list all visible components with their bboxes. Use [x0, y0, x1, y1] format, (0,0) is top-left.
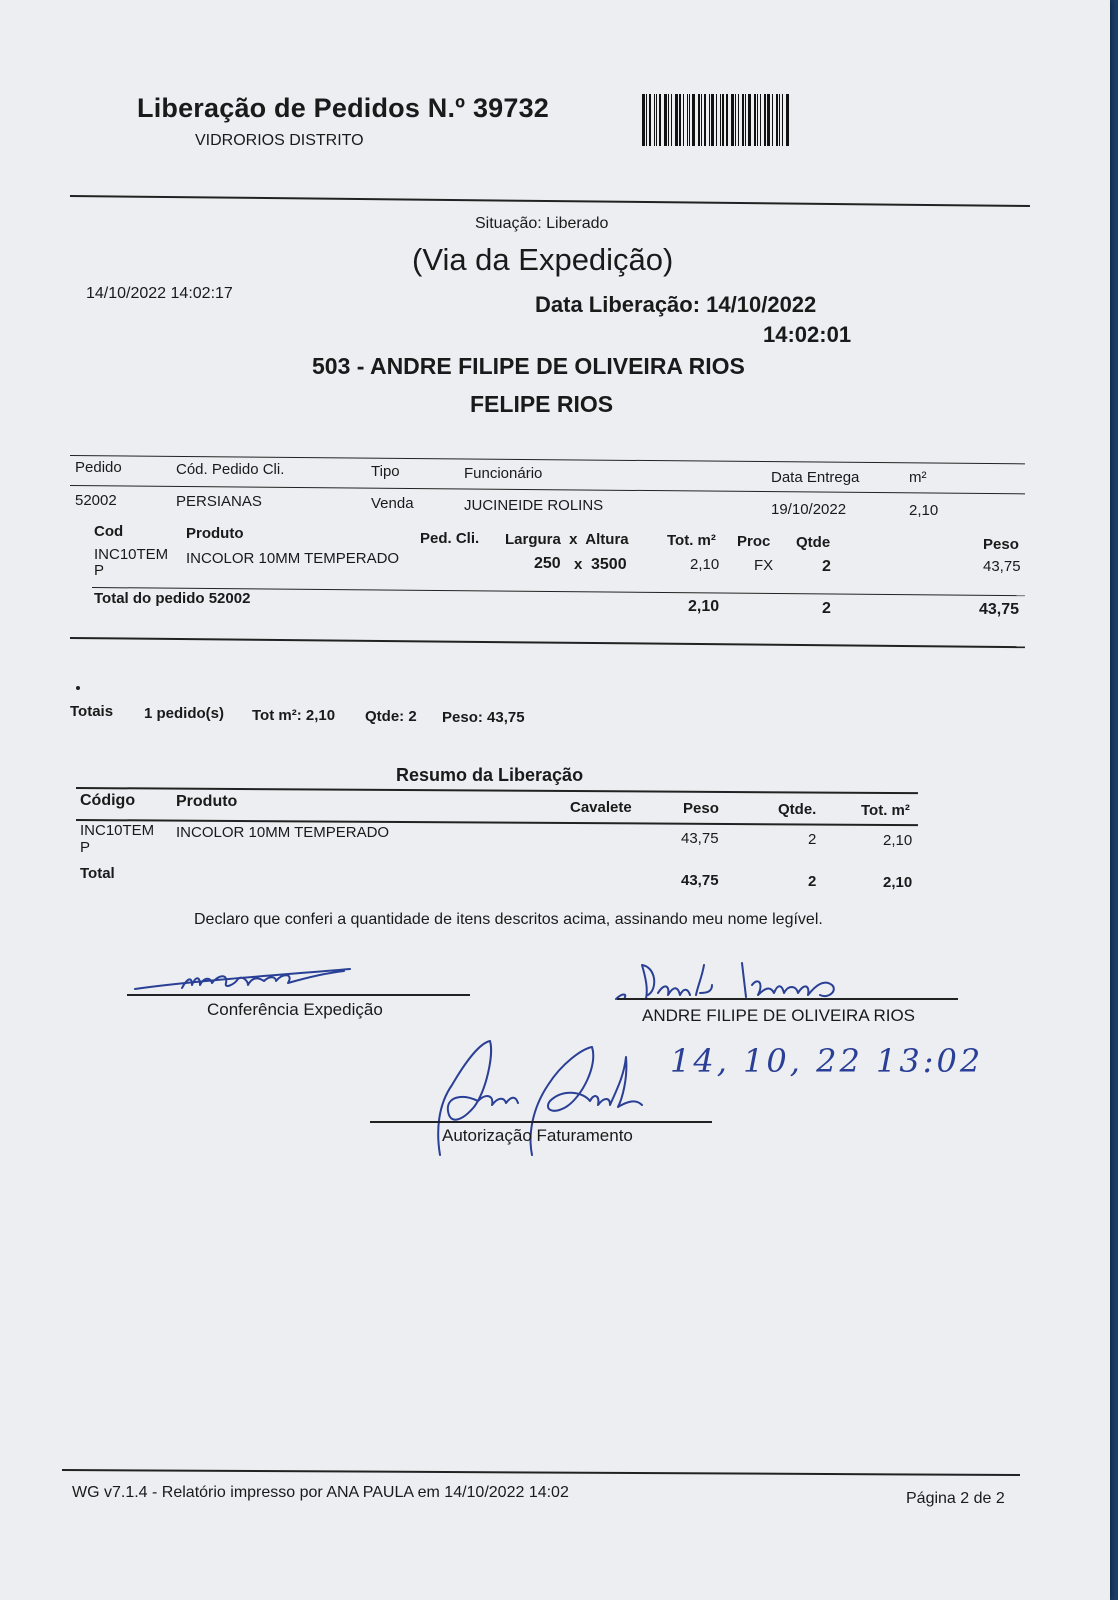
barcode-bar [687, 94, 688, 146]
client-short-name: FELIPE RIOS [470, 391, 614, 417]
resumo-total-tot-m2: 2,10 [883, 874, 913, 891]
barcode-bar [735, 94, 736, 146]
col-funcionario-header: Funcionário [464, 465, 543, 482]
barcode-bar [772, 94, 773, 146]
barcode-bar [709, 94, 710, 146]
resumo-qtde: 2 [808, 831, 817, 848]
item-altura: 3500 [591, 556, 627, 573]
barcode-bar [726, 94, 728, 146]
client-name: 503 - ANDRE FILIPE DE OLIVEIRA RIOS [312, 353, 745, 379]
order-total-m2: 2,10 [688, 598, 720, 615]
resumo-total-peso: 43,75 [681, 872, 719, 889]
barcode-bar [754, 94, 756, 146]
order-total-peso: 43,75 [979, 601, 1020, 618]
handwritten-date: 14, 10, 22 13:02 [670, 1042, 984, 1080]
resumo-total-qtde: 2 [808, 873, 817, 890]
footer-report-info: WG v7.1.4 - Relatório impresso por ANA PAULA em 14/10/2022 14:02 [72, 1484, 569, 1501]
barcode-bar [716, 94, 717, 146]
resumo-title: Resumo da Liberação [396, 765, 584, 785]
item-peso-header: Peso [983, 536, 1019, 553]
barcode-bar [671, 94, 672, 146]
order-funcionario: JUCINEIDE ROLINS [464, 497, 604, 514]
order-total-label: Total do pedido 52002 [94, 590, 251, 607]
resumo-peso-header: Peso [683, 800, 719, 817]
barcode-bar [738, 94, 739, 146]
barcode-bar [654, 94, 655, 146]
item-tot-m2-header: Tot. m² [667, 532, 716, 549]
barcode-bar [689, 94, 690, 146]
conferencia-signature-line [127, 994, 470, 996]
barcode-bar [704, 94, 706, 146]
col-pedido-header: Pedido [75, 459, 122, 476]
item-produto: INCOLOR 10MM TEMPERADO [186, 550, 400, 567]
totais-peso: Peso: 43,75 [442, 709, 525, 726]
item-cod-line1: INC10TEM [94, 546, 169, 563]
barcode-bar [711, 94, 714, 146]
barcode-bar [720, 94, 721, 146]
totais-qtde: Qtde: 2 [365, 708, 417, 725]
print-datetime: 14/10/2022 14:02:17 [86, 285, 233, 302]
order-table-bottom-line [70, 637, 1025, 648]
barcode-bar [701, 94, 702, 146]
release-date: Data Liberação: 14/10/2022 [535, 292, 817, 317]
totais-label: Totais [70, 703, 114, 720]
item-cod-header: Cod [94, 523, 124, 540]
barcode-bar [642, 94, 645, 146]
totais-m2: Tot m²: 2,10 [252, 707, 336, 724]
item-qtde-header: Qtde [796, 534, 831, 551]
barcode-bar [659, 94, 661, 146]
item-qtde: 2 [822, 558, 831, 575]
order-pedido: 52002 [75, 492, 117, 509]
barcode-bar [649, 94, 651, 146]
resumo-codigo-line2: P [80, 839, 91, 856]
footer-line [62, 1469, 1020, 1476]
barcode-bar [742, 94, 744, 146]
item-ped-cli-header: Ped. Cli. [420, 530, 480, 547]
barcode-bar [764, 94, 766, 146]
document-title: Liberação de Pedidos N.º 39732 [137, 93, 550, 123]
resumo-qtde-header: Qtde. [778, 801, 817, 818]
footer-page-number: Página 2 de 2 [906, 1490, 1005, 1507]
resumo-tot-m2-header: Tot. m² [861, 802, 910, 819]
col-tipo-header: Tipo [371, 463, 400, 480]
company-name: VIDRORIOS DISTRITO [195, 132, 364, 149]
barcode-bar [675, 94, 678, 146]
totais-pedidos: 1 pedido(s) [144, 705, 225, 722]
barcode-bar [698, 94, 700, 146]
barcode [642, 94, 812, 146]
via-title: (Via da Expedição) [412, 242, 674, 277]
col-data-entrega-header: Data Entrega [771, 469, 860, 486]
barcode-bar [646, 94, 647, 146]
item-tot-m2: 2,10 [690, 556, 720, 573]
item-peso: 43,75 [983, 558, 1021, 575]
order-total-qtde: 2 [822, 600, 831, 617]
order-m2: 2,10 [909, 502, 939, 519]
item-cod [94, 547, 168, 579]
resumo-peso: 43,75 [681, 830, 719, 847]
resumo-codigo-line1: INC10TEM [80, 822, 155, 839]
resumo-cavalete-header: Cavalete [570, 799, 632, 816]
barcode-bar [760, 94, 761, 146]
client-signature-label: ANDRE FILIPE DE OLIVEIRA RIOS [642, 1006, 916, 1025]
order-tipo: Venda [371, 495, 414, 512]
item-proc: FX [754, 557, 774, 574]
barcode-bar [656, 94, 657, 146]
col-cod-pedido-cli-header: Cód. Pedido Cli. [176, 461, 285, 478]
resumo-codigo [80, 822, 154, 856]
item-largura: 250 [534, 555, 561, 572]
client-signature-line [617, 998, 958, 1000]
declaration-text: Declaro que conferi a quantidade de itens descritos acima, assinando meu nome legível. [194, 911, 823, 928]
barcode-bar [745, 94, 746, 146]
resumo-codigo-header: Código [80, 792, 136, 809]
barcode-bar [722, 94, 724, 146]
header-divider [70, 195, 1030, 207]
barcode-bar [767, 94, 770, 146]
status-text: Situação: Liberado [475, 215, 609, 232]
resumo-total-label: Total [80, 865, 115, 882]
order-data-entrega: 19/10/2022 [771, 501, 847, 518]
barcode-bar [776, 94, 778, 146]
barcode-bar [786, 94, 789, 146]
barcode-bar [757, 94, 758, 146]
barcode-bar [664, 94, 667, 146]
barcode-bar [779, 94, 780, 146]
order-cod-pedido-cli: PERSIANAS [176, 493, 262, 510]
resumo-produto-header: Produto [176, 793, 238, 810]
barcode-bar [731, 94, 734, 146]
barcode-bar [679, 94, 681, 146]
item-cod-line2: P [94, 562, 105, 579]
item-proc-header: Proc [737, 533, 771, 550]
item-x: x [574, 556, 583, 573]
item-largura-altura-header: Largura x Altura [505, 531, 629, 548]
item-produto-header: Produto [186, 525, 244, 542]
resumo-produto: INCOLOR 10MM TEMPERADO [176, 824, 390, 841]
barcode-bar [683, 94, 684, 146]
autorizacao-signature-line [370, 1121, 712, 1123]
barcode-bar [668, 94, 669, 146]
resumo-tot-m2: 2,10 [883, 832, 913, 849]
bullet-dot [76, 686, 80, 690]
release-time: 14:02:01 [763, 322, 852, 347]
conferencia-label: Conferência Expedição [207, 1000, 383, 1019]
barcode-bar [748, 94, 751, 146]
barcode-bar [692, 94, 695, 146]
barcode-bar [782, 94, 783, 146]
autorizacao-label: Autorização Faturamento [442, 1126, 633, 1145]
col-m2-header: m² [909, 469, 927, 486]
